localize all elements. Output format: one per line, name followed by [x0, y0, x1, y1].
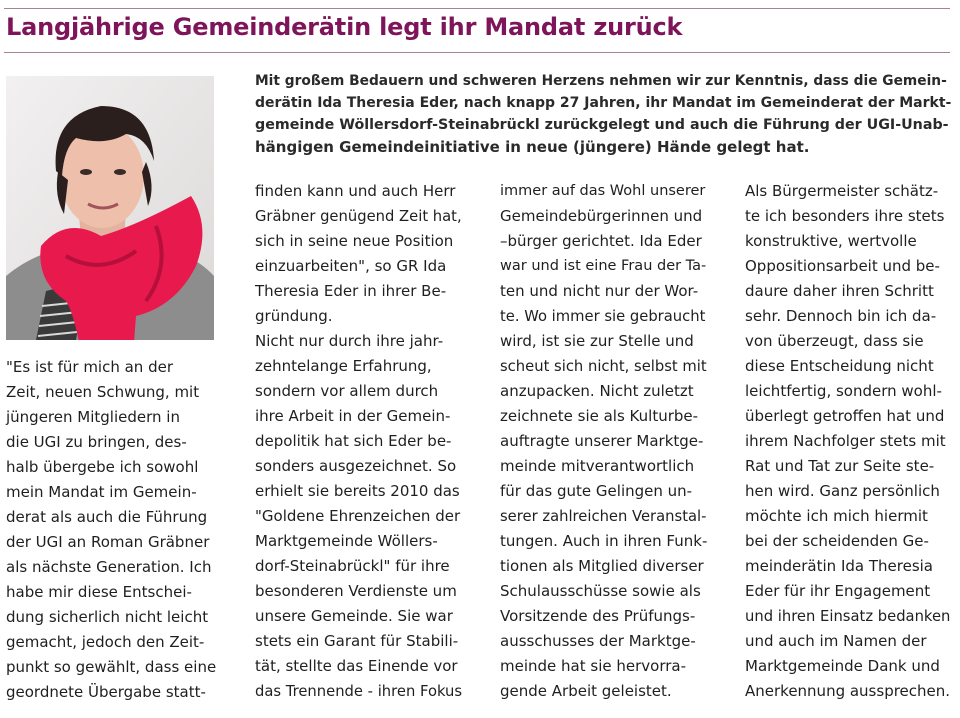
text-line: mein Mandat im Gemein-: [6, 483, 197, 501]
text-line: für das gute Gelingen un-: [500, 482, 693, 500]
text-line: überlegt getroffen hat und: [745, 407, 945, 425]
text-line: depolitik hat sich Eder be-: [255, 432, 452, 450]
text-line: ten und nicht nur der Wor-: [500, 282, 699, 300]
text-line: finden kann und auch Herr: [255, 182, 456, 200]
text-line: ausschusses der Marktge-: [500, 632, 696, 650]
text-line: tungen. Auch in ihren Funk-: [500, 532, 708, 550]
text-line: sonders ausgezeichnet. So: [255, 457, 457, 475]
text-line: war und ist eine Frau der Ta-: [500, 258, 707, 274]
text-line: ihre Arbeit in der Gemein-: [255, 407, 451, 425]
text-line: Anerkennung aussprechen.: [745, 682, 951, 700]
text-line: auftragte unserer Marktge-: [500, 432, 704, 450]
text-line: Marktgemeinde Wöllers-: [255, 532, 438, 550]
text-line: halb übergebe ich sowohl: [6, 458, 199, 476]
text-line: einzuarbeiten", so GR Ida: [255, 257, 447, 275]
text-line: Schulausschüsse sowie als: [500, 582, 701, 600]
article-lead: [255, 70, 957, 158]
text-line: zehntelange Erfahrung,: [255, 357, 432, 375]
text-line: –bürger gerichtet. Ida Eder: [500, 232, 702, 250]
text-line: immer auf das Wohl unserer: [500, 183, 706, 199]
text-line: Theresia Eder in ihrer Be-: [255, 282, 447, 300]
text-line: von überzeugt, dass sie: [745, 332, 924, 350]
text-line: te ich besonders ihre stets: [745, 207, 945, 225]
text-line: "Es ist für mich an der: [6, 358, 173, 376]
text-line: ihrem Nachfolger stets mit: [745, 432, 946, 450]
text-line: stets ein Garant für Stabili-: [255, 632, 459, 650]
text-line: te. Wo immer sie gebraucht: [500, 308, 706, 325]
text-line: derat als auch die Führung: [6, 508, 208, 526]
text-line: punkt so gewählt, dass eine: [6, 658, 217, 676]
text-line: Eder für ihr Engagement: [745, 582, 931, 600]
text-line: daure daher ihren Schritt: [745, 282, 934, 300]
text-line: dorf-Steinabrückl" für ihre: [255, 557, 450, 575]
text-line: meinde hat sie hervorra-: [500, 657, 686, 675]
lead-line: hängigen Gemeindeinitiative in neue (jüngere) Hände gelegt hat.: [255, 138, 810, 156]
text-line: der UGI an Roman Gräbner: [6, 533, 210, 551]
text-line: diese Entscheidung nicht: [745, 357, 934, 375]
text-line: anzupacken. Nicht zuletzt: [500, 382, 694, 400]
text-line: meinderätin Ida Theresia: [745, 557, 933, 575]
text-line: "Goldene Ehrenzeichen der: [255, 507, 461, 525]
text-line: scheut sich nicht, selbst mit: [500, 358, 707, 375]
text-line: die UGI zu bringen, des-: [6, 433, 187, 451]
text-line: Nicht nur durch ihre jahr-: [255, 332, 444, 350]
text-line: und ihren Einsatz bedanken: [745, 608, 951, 625]
text-line: wird, ist sie zur Stelle und: [500, 332, 694, 350]
text-line: möchte ich mich hiermit: [745, 507, 928, 525]
article-headline: Langjährige Gemeinderätin legt ihr Mandat zurück: [6, 13, 683, 41]
text-line: Als Bürgermeister schätz-: [745, 182, 939, 200]
text-line: gende Arbeit geleistet.: [500, 682, 672, 700]
text-column-2: [255, 179, 462, 704]
portrait-photo: [6, 76, 214, 340]
text-line: und auch im Namen der: [745, 632, 927, 650]
lead-line: Mit großem Bedauern und schweren Herzens nehmen wir zur Kenntnis, dass die Gemein-: [255, 73, 947, 89]
text-line: dung sicherlich nicht leicht: [6, 608, 209, 626]
lead-line: gemeinde Wöllersdorf-Steinabrückl zurückgelegt und auch die Führung der UGI-Unab-: [255, 117, 949, 133]
text-line: als nächste Generation. Ich: [6, 558, 212, 576]
text-line: habe mir diese Entschei-: [6, 583, 192, 601]
text-line: Vorsitzende des Prüfungs-: [500, 607, 696, 625]
text-line: Gräbner genügend Zeit hat,: [255, 208, 462, 225]
text-line: tionen als Mitglied diverser: [500, 557, 704, 575]
text-line: Zeit, neuen Schwung, mit: [6, 383, 200, 401]
text-line: jüngeren Mitgliedern in: [6, 408, 180, 426]
headline-rule: [4, 52, 950, 53]
text-line: gründung.: [255, 307, 333, 325]
text-line: sehr. Dennoch bin ich da-: [745, 307, 937, 325]
text-line: Marktgemeinde Dank und: [745, 657, 940, 675]
text-line: meinde mitverantwortlich: [500, 457, 695, 475]
lead-line: derätin Ida Theresia Eder, nach knapp 27 Jahren, ihr Mandat im Gemeinderat der Markt-: [255, 95, 952, 111]
text-line: sondern vor allem durch: [255, 382, 439, 400]
top-rule: [4, 8, 950, 9]
text-line: serer zahlreichen Veranstal-: [500, 508, 707, 525]
text-line: bei der scheidenden Ge-: [745, 532, 929, 550]
text-line: hen wird. Ganz persönlich: [745, 482, 940, 500]
text-line: erhielt sie bereits 2010 das: [255, 482, 460, 500]
text-column-3: [500, 179, 707, 704]
text-line: das Trennende - ihren Fokus: [255, 683, 463, 700]
text-column-4: [745, 179, 951, 704]
text-line: Gemeindebürgerinnen und: [500, 207, 703, 225]
text-line: leichtfertig, sondern wohl-: [745, 382, 942, 400]
text-line: besonderen Verdienste um: [255, 582, 457, 600]
text-line: Oppositionsarbeit und be-: [745, 257, 940, 275]
text-line: zeichnete sie als Kulturbe-: [500, 407, 699, 425]
text-line: unsere Gemeinde. Sie war: [255, 607, 453, 625]
text-line: gemacht, jedoch den Zeit-: [6, 633, 205, 651]
text-line: sich in seine neue Position: [255, 232, 454, 250]
text-line: geordnete Übergabe statt-: [6, 683, 206, 701]
text-line: konstruktive, wertvolle: [745, 232, 917, 250]
text-column-1: [6, 355, 216, 705]
text-line: Rat und Tat zur Seite ste-: [745, 457, 935, 475]
text-line: tät, stellte das Einende vor: [255, 657, 458, 675]
